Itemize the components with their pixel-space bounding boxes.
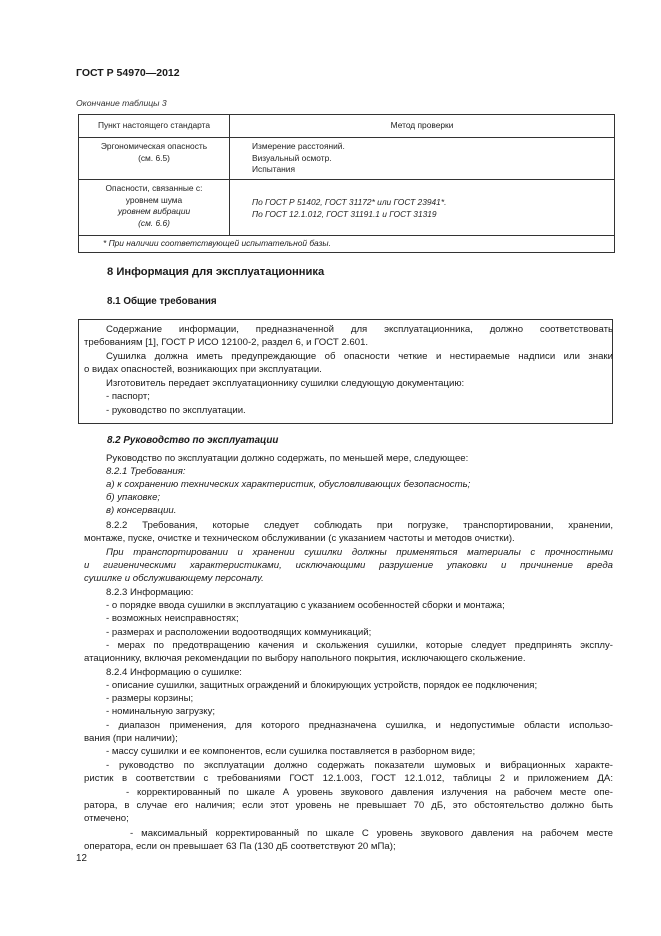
body-line: 8.2.1 Требования: <box>106 466 186 477</box>
cell-text: Испытания <box>252 164 295 175</box>
cell-text: Эргономическая опасность <box>100 141 208 151</box>
body-line: - мерах по предотвращению качения и скольжения сушилки, которые следует предпринять эксплу- <box>106 640 613 651</box>
body-line: 8.2.3 Информацию: <box>106 587 194 598</box>
body-line: б) упаковке; <box>106 492 161 503</box>
cell-text: Визуальный осмотр. <box>252 152 332 163</box>
body-line: 8.2.4 Информацию о сушилке: <box>106 667 242 678</box>
body-line: - о порядке ввода сушилки в эксплуатацию с указанием особенностей сборки и монтажа; <box>106 600 505 611</box>
document-header: ГОСТ Р 54970—2012 <box>76 67 180 79</box>
body-line: - диапазон применения, для которого предназначена сушилка, и недопустимые области использо- <box>106 720 613 731</box>
table-header-col1: Пункт настоящего стандарта <box>79 115 230 138</box>
box-line: Содержание информации, предназначенной для эксплуатационника, должно соответствовать <box>106 324 613 335</box>
box-line: - паспорт; <box>106 391 150 402</box>
body-line: вания (при наличии); <box>84 733 178 744</box>
subsection-8-1-title: 8.1 Общие требования <box>107 296 217 307</box>
body-line: в) консервации. <box>106 505 177 516</box>
body-line: - размерах и расположении водоотводящих коммуникаций; <box>106 627 372 638</box>
cell-text: По ГОСТ 12.1.012, ГОСТ 31191.1 и ГОСТ 31319 <box>252 209 437 219</box>
body-line: - массу сушилки и ее компонентов, если сушилка поставляется в разборном виде; <box>106 746 476 757</box>
table-footnote: * При наличии соответствующей испытательной базы. <box>79 236 615 253</box>
table-row <box>79 138 615 180</box>
table-row <box>79 180 615 236</box>
body-line: Руководство по эксплуатации должно содержать, по меньшей мере, следующее: <box>106 453 469 464</box>
body-line: - корректированный по шкале А уровень звукового давления излучения на рабочем месте опе- <box>126 787 613 798</box>
body-line: отмечено; <box>84 813 129 824</box>
box-line: Изготовитель передает эксплуатационнику сушилки следующую документацию: <box>106 378 465 389</box>
body-line: а) к сохранению технических характеристик, обусловливающих безопасность; <box>106 479 471 490</box>
body-line: - размеры корзины; <box>106 693 194 704</box>
body-line: - номинальную загрузку; <box>106 706 216 717</box>
body-line: сушилке и обслуживающему персоналу. <box>84 573 264 584</box>
cell-text: (см. 6.6) <box>138 217 170 228</box>
cell-text: (см. 6.5) <box>138 152 170 163</box>
cell-text: По ГОСТ Р 51402, ГОСТ 31172* или ГОСТ 23941*. <box>252 197 447 208</box>
cell-text: уровнем шума <box>125 194 183 205</box>
subsection-8-2-title: 8.2 Руководство по эксплуатации <box>107 435 279 446</box>
cell-text: уровнем вибрации <box>117 206 191 217</box>
section-8-title: 8 Информация для эксплуатационника <box>107 266 325 278</box>
body-line: - возможных неисправностях; <box>106 613 239 624</box>
body-line: При транспортировании и хранении сушилки должны применяться материалы с прочностными <box>106 547 613 558</box>
body-line: монтаже, пуске, очистке и техническом обслуживании (с указанием частоты и методов очистки). <box>84 533 515 544</box>
cell-text: Измерение расстояний. <box>252 141 345 151</box>
body-line: 8.2.2 Требования, которые следует соблюдать при погрузке, транспортировании, хранении, <box>106 520 613 531</box>
table-caption: Окончание таблицы 3 <box>76 98 167 108</box>
body-line: - описание сушилки, защитных ограждений и блокирующих устройств, порядок ее подключения; <box>106 680 538 691</box>
body-line: - максимальный корректированный по шкале С уровень звукового давления на рабочем месте <box>130 828 613 839</box>
box-line: о видах опасностей, возникающих при эксплуатации. <box>84 364 322 375</box>
box-line: Сушилка должна иметь предупреждающие об опасности четкие и нестираемые надписи или знаки <box>106 351 613 362</box>
body-line: - руководство по эксплуатации должно содержать показатели шумовых и вибрационных характе- <box>106 760 613 771</box>
body-line: оператора, если он превышает 63 Па (130 дБ соответствуют 20 мПа); <box>84 841 396 852</box>
body-line: ристик в соответствии с требованиями ГОСТ 12.1.003, ГОСТ 12.1.012, таблицы 2 и приложением ДА: <box>84 773 613 784</box>
body-line: и гигиеническими характеристиками, исключающими разрушение упаковки и причинение вреда <box>84 560 613 571</box>
body-line: ратора, в случае его наличия; если этот уровень не превышает 70 дБ, это обстоятельство должно быть <box>84 800 613 811</box>
table-header-col2: Метод проверки <box>230 115 615 138</box>
table-3-continuation <box>78 114 615 253</box>
body-line: атационнику, включая рекомендации по выбору напольного покрытия, исключающего скольжение. <box>84 653 526 664</box>
box-line: - руководство по эксплуатации. <box>106 405 246 416</box>
page-number: 12 <box>76 853 87 864</box>
cell-text: Опасности, связанные с: <box>105 183 203 193</box>
box-line: требованиям [1], ГОСТ Р ИСО 12100-2, раздел 6, и ГОСТ 2.601. <box>84 337 369 348</box>
